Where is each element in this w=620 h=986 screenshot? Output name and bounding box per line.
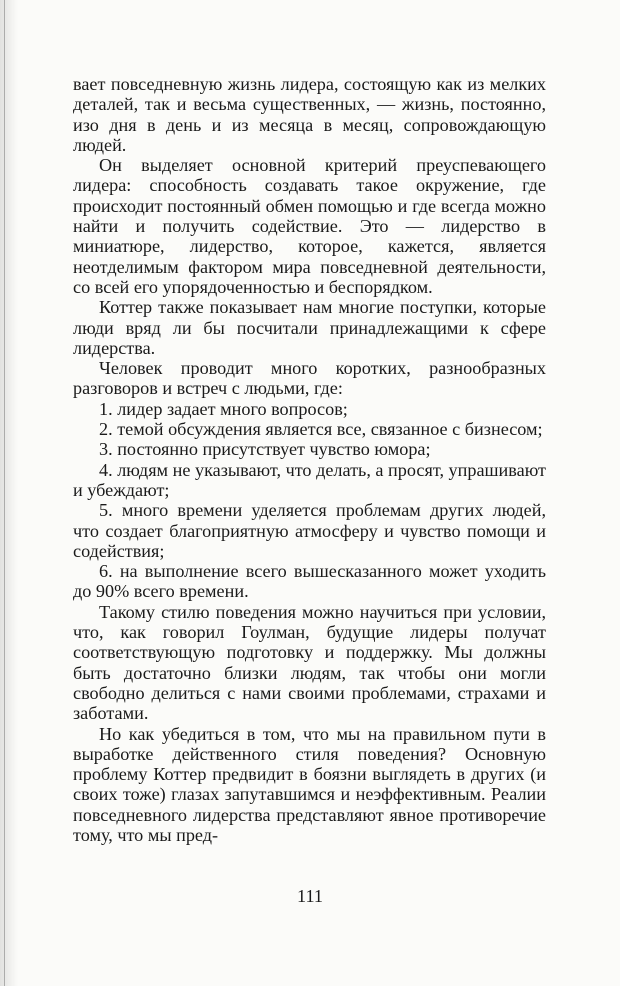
paragraph: Человек проводит много коротких, разнообразных разговоров и встреч с людьми, где: xyxy=(73,358,546,399)
list-item: 3. постоянно присутствует чувство юмора; xyxy=(99,439,431,460)
list-item: 4. людям не указывают, что делать, а просят, упрашивают и убеждают; xyxy=(73,459,546,500)
list-item: 2. темой обсуждения является все, связанное с бизнесом; xyxy=(99,419,543,440)
paragraph: Но как убедиться в том, что мы на правильном пути в выработке действенного стиля поведения? Основную проблему Коттер предвидит в боязни выглядеть в других (и своих тоже) глазах запутавшимся и неэффективным. Реалии повседневного лидерства представляют явное противоречие тому, что мы пред- xyxy=(73,723,546,845)
paragraph: вает повседневную жизнь лидера, состоящую как из мелких деталей, так и весьма существенных, — жизнь, постоянно, изо дня в день и из месяца в месяц, сопровождающую людей. xyxy=(73,74,546,155)
paragraph: Он выделяет основной критерий преуспевающего лидера: способность создавать такое окружение, где происходит постоянный обмен помощью и где всегда можно найти и получить содействие. Это — лидерство в миниатюре, лидерство, которое, кажется, является неотделимым фактором мира повседневной деятельности, со всей его упорядоченностью и беспорядком. xyxy=(73,155,546,297)
list-item: 6. на выполнение всего вышесказанного может уходить до 90% всего времени. xyxy=(73,561,546,602)
page-edge-shadow xyxy=(0,0,18,986)
paragraph: Коттер также показывает нам многие поступки, которые люди вряд ли бы посчитали принадлежащими к сфере лидерства. xyxy=(73,297,546,358)
body-text xyxy=(73,74,546,845)
list-item: 1. лидер задает много вопросов; xyxy=(99,398,348,419)
paragraph: Такому стилю поведения можно научиться при условии, что, как говорил Гоулман, будущие лидеры получат соответствующую подготовку и поддержку. Мы должны быть достаточно близки людям, так чтобы они могли свободно делиться с нами своими проблемами, страхами и заботами. xyxy=(73,601,546,724)
list-item: 5. много времени уделяется проблемам других людей, что создает благоприятную атмосферу и чувство помощи и содействия; xyxy=(73,500,546,561)
page-number: 111 xyxy=(297,886,323,906)
